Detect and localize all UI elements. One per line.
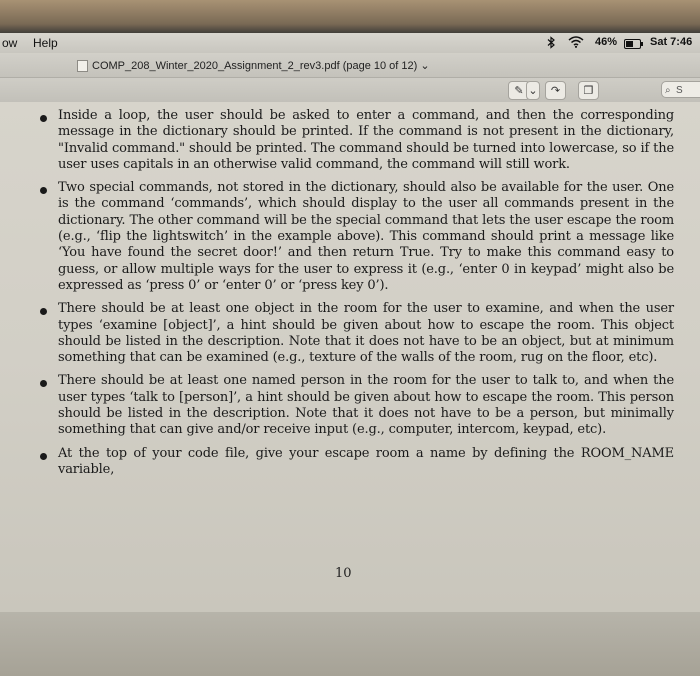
- battery-percent: 46%: [595, 36, 618, 48]
- search-placeholder: S: [676, 85, 683, 96]
- wifi-icon[interactable]: [568, 36, 584, 51]
- bullet-text: There should be at least one object in the room for the user to examine, and when the user types ‘examine [object]’, a hint should be given about how to escape the room. This object should be listed in the description. Note that it does not have to be an object, but at minimum something that can be examined (e.g., texture of the walls of the room, rug on the floor, etc).: [58, 301, 674, 366]
- page-number: 10: [335, 566, 352, 581]
- bullet-icon: [40, 380, 47, 387]
- list-item: [38, 446, 674, 479]
- bullet-text: Two special commands, not stored in the dictionary, should also be available for the user. One is the command ‘commands’, which should display to the user all commands present in the dictionary. The other command will be the special command that lets the user escape the room (e.g., ‘flip the lightswitch’ in the example above). This command should print a message like ‘You have found the secret door!’ and then return True. Try to make this command easy to guess, or allow multiple ways for the user to express it (e.g., ‘enter 0 in keypad’ might also be expressed as ‘press 0’ or ‘enter 0’ or ‘press key 0’).: [58, 180, 674, 293]
- bullet-icon: [40, 187, 47, 194]
- window-title-text: COMP_208_Winter_2020_Assignment_2_rev3.pdf (page 10 of 12): [92, 60, 418, 72]
- bluetooth-icon[interactable]: [547, 36, 556, 52]
- share-icon: ❐: [583, 84, 594, 97]
- requirements-list: [38, 108, 674, 485]
- pdf-document-icon: [77, 60, 88, 72]
- rotate-button[interactable]: [545, 81, 566, 100]
- screen-bezel: [0, 0, 700, 34]
- chevron-down-icon[interactable]: ⌄: [420, 60, 430, 72]
- window-titlebar: [0, 53, 700, 78]
- window-title[interactable]: [92, 59, 430, 72]
- list-item: [38, 108, 674, 173]
- menu-item-window[interactable]: ow: [2, 36, 18, 50]
- menu-bar: [0, 33, 700, 53]
- search-icon: ⌕: [665, 85, 671, 96]
- menu-item-help[interactable]: Help: [33, 36, 58, 50]
- toolbar: [0, 78, 700, 103]
- bullet-text: Inside a loop, the user should be asked to enter a command, and then the corresponding message in the dictionary should be printed. If the command is not present in the dictionary, "Invalid command." should be printed. The command should be turned into lowercase, so if the user uses capitals in an otherwise valid command, the command will still work.: [58, 108, 674, 172]
- search-input[interactable]: [661, 81, 700, 98]
- bullet-icon: [40, 308, 47, 315]
- battery-icon[interactable]: [624, 38, 644, 52]
- bullet-icon: [40, 453, 47, 460]
- markup-menu-button[interactable]: [526, 81, 540, 100]
- pdf-page: [0, 102, 700, 612]
- page-bottom-margin: [0, 612, 700, 676]
- menubar-clock[interactable]: Sat 7:46: [650, 36, 693, 48]
- bullet-text: There should be at least one named person in the room for the user to talk to, and when the user types ‘talk to [person]’, a hint should be given about how to escape the room. This person should be listed in the description. Note that it does not have to be a person, but minimally something that can give and/or receive input (e.g., computer, intercom, keypad, etc).: [58, 373, 674, 438]
- list-item: [38, 180, 674, 294]
- list-item: [38, 301, 674, 366]
- list-item: [38, 373, 674, 438]
- bullet-icon: [40, 115, 47, 122]
- rotate-icon: ↷: [550, 84, 561, 97]
- chevron-down-icon: ⌄: [528, 84, 538, 97]
- bullet-text: At the top of your code file, give your escape room a name by defining the ROOM_NAME variable,: [58, 445, 674, 477]
- pen-icon: ✎: [514, 84, 524, 97]
- share-button[interactable]: [578, 81, 599, 100]
